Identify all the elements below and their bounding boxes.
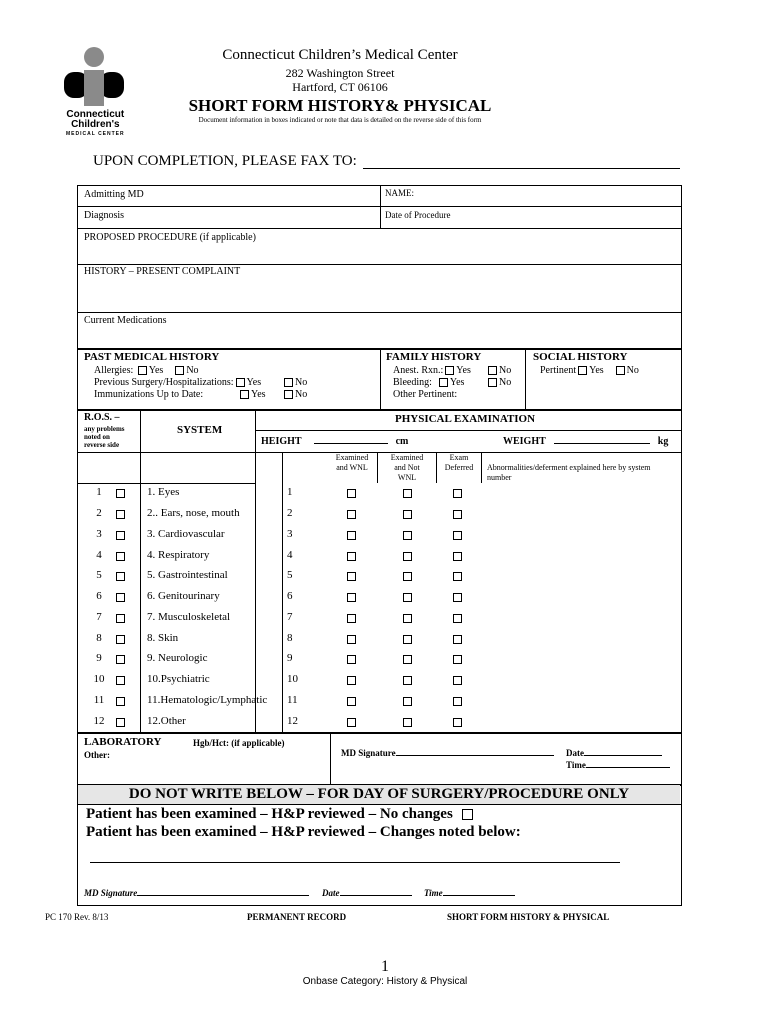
date-of-procedure-field[interactable]: Date of Procedure xyxy=(385,210,451,220)
proposed-procedure-field[interactable]: PROPOSED PROCEDURE (if applicable) xyxy=(84,232,256,243)
dos-md-signature-field[interactable]: MD Signature xyxy=(84,888,309,898)
examined-wnl-checkbox[interactable] xyxy=(347,572,356,581)
examined-wnl-checkbox[interactable] xyxy=(347,614,356,623)
family-history-title: FAMILY HISTORY xyxy=(386,351,482,363)
examined-wnl-checkbox[interactable] xyxy=(347,655,356,664)
admitting-md-field[interactable]: Admitting MD xyxy=(84,189,144,200)
examined-not-wnl-checkbox[interactable] xyxy=(403,676,412,685)
system-name: 7. Musculoskeletal xyxy=(147,610,231,623)
fax-number-field[interactable] xyxy=(363,168,680,169)
hgb-hct-field[interactable]: Hgb/Hct: (if applicable) xyxy=(193,738,285,748)
examined-not-wnl-checkbox[interactable] xyxy=(403,697,412,706)
no-changes-checkbox[interactable] xyxy=(462,809,473,820)
examined-not-wnl-checkbox[interactable] xyxy=(403,489,412,498)
ros-checkbox[interactable] xyxy=(116,593,125,602)
org-city: Hartford, CT 06106 xyxy=(292,80,388,94)
system-number: 4 xyxy=(287,548,293,561)
footer-form-title: SHORT FORM HISTORY & PHYSICAL xyxy=(447,912,610,922)
ros-checkbox[interactable] xyxy=(116,572,125,581)
ros-checkbox[interactable] xyxy=(116,489,125,498)
physical-exam-title: PHYSICAL EXAMINATION xyxy=(395,413,536,425)
ros-checkbox[interactable] xyxy=(116,552,125,561)
system-name: 12.Other xyxy=(147,714,186,727)
system-number: 5 xyxy=(287,569,293,582)
examined-wnl-checkbox[interactable] xyxy=(347,531,356,540)
system-number: 11 xyxy=(287,693,298,706)
anest-no-checkbox[interactable] xyxy=(488,366,497,375)
exam-deferred-checkbox[interactable] xyxy=(453,489,462,498)
examined-not-wnl-checkbox[interactable] xyxy=(403,552,412,561)
form-note: Document information in boxes indicated or note that data is detailed on the reverse side of this form xyxy=(198,116,482,124)
ros-number: 8 xyxy=(96,631,102,644)
ros-number: 10 xyxy=(93,673,105,686)
weight-field[interactable]: WEIGHT kg xyxy=(503,436,669,447)
ros-title: R.O.S. – xyxy=(84,412,120,423)
ros-note: any problems noted on reverse side xyxy=(84,425,125,449)
other-pertinent-field[interactable]: Other Pertinent: xyxy=(393,389,458,400)
pertinent-no-checkbox[interactable] xyxy=(616,366,625,375)
logo-cross-icon xyxy=(64,70,124,106)
ros-checkbox[interactable] xyxy=(116,697,125,706)
examined-not-wnl-checkbox[interactable] xyxy=(403,614,412,623)
examined-wnl-checkbox[interactable] xyxy=(347,635,356,644)
bleeding-yes-checkbox[interactable] xyxy=(439,378,448,387)
examined-not-wnl-checkbox[interactable] xyxy=(403,593,412,602)
no-changes-line: Patient has been examined – H&P reviewed – No changes xyxy=(86,806,475,823)
lab-date-field[interactable]: Date xyxy=(566,748,662,758)
system-number: 10 xyxy=(287,673,298,686)
past-medical-title: PAST MEDICAL HISTORY xyxy=(84,351,220,363)
examined-wnl-checkbox[interactable] xyxy=(347,489,356,498)
examined-wnl-checkbox[interactable] xyxy=(347,593,356,602)
changes-notes-field[interactable] xyxy=(90,862,620,863)
exam-deferred-checkbox[interactable] xyxy=(453,697,462,706)
ros-number: 9 xyxy=(96,652,102,665)
fax-label: UPON COMPLETION, PLEASE FAX TO: xyxy=(93,153,357,169)
exam-deferred-checkbox[interactable] xyxy=(453,531,462,540)
medications-field[interactable]: Current Medications xyxy=(84,315,167,326)
examined-wnl-checkbox[interactable] xyxy=(347,510,356,519)
examined-wnl-checkbox[interactable] xyxy=(347,552,356,561)
prev-surgery-yes-checkbox[interactable] xyxy=(236,378,245,387)
system-name: 11.Hematologic/Lymphatic xyxy=(147,693,268,706)
ros-number: 3 xyxy=(96,527,102,540)
revision-label: PC 170 Rev. 8/13 xyxy=(45,912,109,922)
ros-number: 7 xyxy=(96,610,102,623)
ros-number: 11 xyxy=(93,693,105,706)
org-street: 282 Washington Street xyxy=(285,66,395,80)
examined-not-wnl-checkbox[interactable] xyxy=(403,510,412,519)
examined-not-wnl-checkbox[interactable] xyxy=(403,531,412,540)
examined-wnl-checkbox[interactable] xyxy=(347,697,356,706)
system-header: SYSTEM xyxy=(177,424,223,436)
height-field[interactable]: HEIGHT cm xyxy=(261,436,409,447)
logo-head-icon xyxy=(84,47,104,67)
lab-md-signature-field[interactable]: MD Signature xyxy=(341,748,554,758)
allergies-no-checkbox[interactable] xyxy=(175,366,184,375)
ros-number: 1 xyxy=(96,486,102,499)
system-number: 12 xyxy=(287,714,298,727)
exam-deferred-checkbox[interactable] xyxy=(453,718,462,727)
examined-not-wnl-checkbox[interactable] xyxy=(403,635,412,644)
dos-time-field[interactable]: Time xyxy=(424,888,515,898)
system-name: 4. Respiratory xyxy=(147,548,210,561)
lab-other-field[interactable]: Other: xyxy=(84,750,110,760)
ros-number: 2 xyxy=(96,507,102,520)
page-number: 1 xyxy=(381,958,389,975)
allergies-row: Allergies: Yes No xyxy=(94,365,199,376)
system-name: 6. Genitourinary xyxy=(147,590,220,603)
system-number: 2 xyxy=(287,507,293,520)
ros-number: 12 xyxy=(93,714,105,727)
bleeding-no-checkbox[interactable] xyxy=(488,378,497,387)
system-name: 10.Psychiatric xyxy=(147,673,210,686)
ros-checkbox[interactable] xyxy=(116,718,125,727)
system-number: 6 xyxy=(287,590,293,603)
diagnosis-field[interactable]: Diagnosis xyxy=(84,210,124,221)
col-exam-deferred: Exam Deferred xyxy=(444,453,474,472)
prev-surgery-no-checkbox[interactable] xyxy=(284,378,293,387)
system-name: 5. Gastrointestinal xyxy=(147,569,228,582)
examined-not-wnl-checkbox[interactable] xyxy=(403,572,412,581)
system-number: 9 xyxy=(287,652,293,665)
name-field[interactable]: NAME: xyxy=(385,188,414,198)
do-not-write-banner: DO NOT WRITE BELOW – FOR DAY OF SURGERY/PROCEDURE ONLY xyxy=(128,786,630,802)
ros-checkbox[interactable] xyxy=(116,655,125,664)
col-examined-not-wnl: Examined and Not WNL xyxy=(390,453,424,482)
system-name: 9. Neurologic xyxy=(147,652,208,665)
immunizations-yes-checkbox[interactable] xyxy=(240,390,249,399)
exam-deferred-checkbox[interactable] xyxy=(453,552,462,561)
ros-checkbox[interactable] xyxy=(116,510,125,519)
col-abnormalities: Abnormalities/deferment explained here by system number xyxy=(487,463,651,482)
exam-deferred-checkbox[interactable] xyxy=(453,676,462,685)
examined-wnl-checkbox[interactable] xyxy=(347,718,356,727)
examined-not-wnl-checkbox[interactable] xyxy=(403,655,412,664)
history-field[interactable]: HISTORY – PRESENT COMPLAINT xyxy=(84,266,241,277)
system-name: 2.. Ears, nose, mouth xyxy=(147,507,240,520)
system-number: 3 xyxy=(287,527,293,540)
dos-date-field[interactable]: Date xyxy=(322,888,412,898)
ros-number: 6 xyxy=(96,590,102,603)
ros-number: 5 xyxy=(96,569,102,582)
org-name: Connecticut Children’s Medical Center xyxy=(222,47,458,63)
exam-deferred-checkbox[interactable] xyxy=(453,614,462,623)
prev-surgery-row: Previous Surgery/Hospitalizations: Yes xyxy=(94,377,262,388)
logo-text: Connecticut Children's MEDICAL CENTER xyxy=(66,109,125,137)
examined-wnl-checkbox[interactable] xyxy=(347,676,356,685)
system-name: 1. Eyes xyxy=(147,486,180,499)
system-number: 1 xyxy=(287,486,293,499)
allergies-yes-checkbox[interactable] xyxy=(138,366,147,375)
social-history-title: SOCIAL HISTORY xyxy=(533,351,628,363)
exam-deferred-checkbox[interactable] xyxy=(453,635,462,644)
system-name: 8. Skin xyxy=(147,631,179,644)
ros-number: 4 xyxy=(96,548,102,561)
exam-deferred-checkbox[interactable] xyxy=(453,510,462,519)
immunizations-no-checkbox[interactable] xyxy=(284,390,293,399)
permanent-record-label: PERMANENT RECORD xyxy=(247,912,347,922)
laboratory-box xyxy=(77,732,682,786)
system-number: 8 xyxy=(287,631,293,644)
pertinent-yes-checkbox[interactable] xyxy=(578,366,587,375)
ros-checkbox[interactable] xyxy=(116,635,125,644)
anest-yes-checkbox[interactable] xyxy=(445,366,454,375)
system-number: 7 xyxy=(287,610,293,623)
col-examined-wnl: Examined and WNL xyxy=(335,453,369,472)
ros-checkbox[interactable] xyxy=(116,676,125,685)
changes-noted-line: Patient has been examined – H&P reviewed – Changes noted below: xyxy=(86,824,521,840)
immunizations-row: Immunizations Up to Date: xyxy=(94,389,204,400)
ros-checkbox[interactable] xyxy=(116,614,125,623)
examined-not-wnl-checkbox[interactable] xyxy=(403,718,412,727)
form-title: SHORT FORM HISTORY& PHYSICAL xyxy=(188,96,492,115)
system-name: 3. Cardiovascular xyxy=(147,527,225,540)
exam-deferred-checkbox[interactable] xyxy=(453,655,462,664)
lab-time-field[interactable]: Time xyxy=(566,760,670,770)
ros-checkbox[interactable] xyxy=(116,531,125,540)
laboratory-title: LABORATORY xyxy=(84,736,162,748)
exam-deferred-checkbox[interactable] xyxy=(453,593,462,602)
onbase-category: Onbase Category: History & Physical xyxy=(302,976,468,987)
exam-deferred-checkbox[interactable] xyxy=(453,572,462,581)
